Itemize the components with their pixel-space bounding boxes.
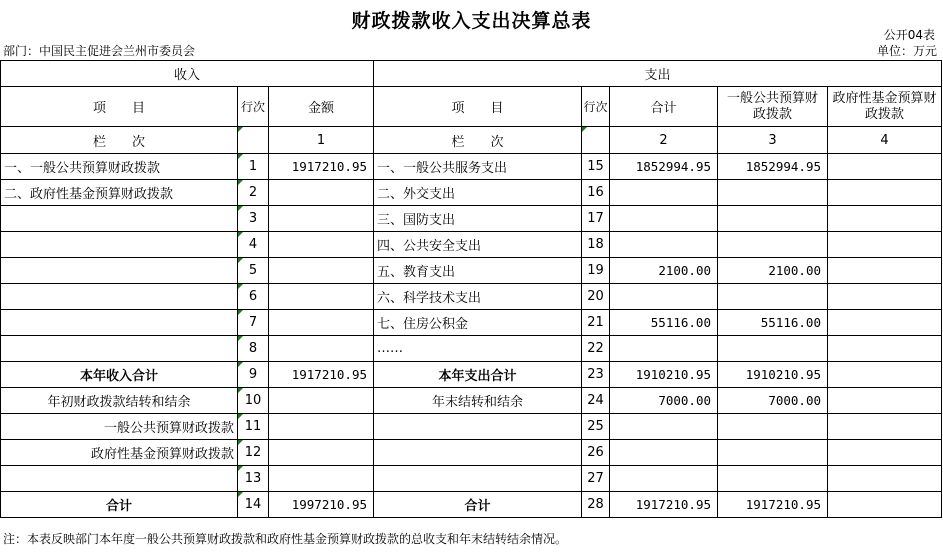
general-budget-cell bbox=[718, 180, 828, 206]
expense-total-cell: 55116.00 bbox=[610, 310, 718, 336]
income-amount-cell: 1917210.95 bbox=[269, 154, 374, 180]
general-budget-cell: 1852994.95 bbox=[718, 154, 828, 180]
expense-item-cell: 四、公共安全支出 bbox=[374, 232, 582, 258]
table-row bbox=[1, 414, 942, 440]
expense-rowno-cell: 15 bbox=[582, 154, 610, 180]
expense-column-label: 栏 次 bbox=[374, 127, 582, 154]
income-amount-cell: 1917210.95 bbox=[269, 362, 374, 388]
fund-budget-cell bbox=[828, 310, 942, 336]
expense-total-cell bbox=[610, 336, 718, 362]
expense-item-cell bbox=[374, 440, 582, 466]
expense-item-cell bbox=[374, 466, 582, 492]
fund-budget-cell bbox=[828, 180, 942, 206]
expense-rowno-cell: 26 bbox=[582, 440, 610, 466]
expense-header: 支出 bbox=[374, 61, 942, 87]
expense-total-cell bbox=[610, 206, 718, 232]
general-budget-cell: 2100.00 bbox=[718, 258, 828, 284]
table-row bbox=[1, 310, 942, 336]
income-rowno-cell: 5 bbox=[238, 258, 269, 284]
expense-total-cell: 1910210.95 bbox=[610, 362, 718, 388]
income-amount-cell: 1997210.95 bbox=[269, 492, 374, 518]
income-rowno-cell: 4 bbox=[238, 232, 269, 258]
table-row bbox=[1, 284, 942, 310]
income-rowno-cell: 11 bbox=[238, 414, 269, 440]
fund-budget-cell bbox=[828, 466, 942, 492]
col1-label: 1 bbox=[269, 127, 374, 154]
income-rowno-cell: 3 bbox=[238, 206, 269, 232]
table-row bbox=[1, 258, 942, 284]
expense-rowno-cell: 28 bbox=[582, 492, 610, 518]
general-budget-cell bbox=[718, 440, 828, 466]
income-item-cell bbox=[1, 466, 238, 492]
table-row bbox=[1, 466, 942, 492]
income-column-label: 栏 次 bbox=[1, 127, 238, 154]
table-row bbox=[1, 388, 942, 414]
income-rowno-cell: 9 bbox=[238, 362, 269, 388]
col4-label: 4 bbox=[828, 127, 942, 154]
table-row bbox=[1, 180, 942, 206]
income-rowno-header: 行次 bbox=[238, 87, 269, 127]
header-row-group bbox=[1, 61, 942, 87]
expense-item-cell: 二、外交支出 bbox=[374, 180, 582, 206]
table-row bbox=[1, 232, 942, 258]
income-header: 收入 bbox=[1, 61, 374, 87]
header-row-columns bbox=[1, 87, 942, 127]
income-item-cell: 二、政府性基金预算财政拨款 bbox=[1, 180, 238, 206]
expense-total-cell: 1852994.95 bbox=[610, 154, 718, 180]
expense-total-cell: 1917210.95 bbox=[610, 492, 718, 518]
income-rowno-cell: 2 bbox=[238, 180, 269, 206]
income-rowno-cell: 10 bbox=[238, 388, 269, 414]
income-rowno-blank bbox=[238, 127, 269, 154]
form-number: 公开04表 bbox=[883, 28, 935, 42]
income-item-cell bbox=[1, 284, 238, 310]
general-budget-cell bbox=[718, 336, 828, 362]
expense-rowno-cell: 25 bbox=[582, 414, 610, 440]
fund-budget-cell bbox=[828, 206, 942, 232]
table-row bbox=[1, 154, 942, 180]
income-rowno-cell: 13 bbox=[238, 466, 269, 492]
income-item-cell: 政府性基金预算财政拨款 bbox=[1, 440, 238, 466]
expense-item-cell: 五、教育支出 bbox=[374, 258, 582, 284]
general-budget-cell: 55116.00 bbox=[718, 310, 828, 336]
expense-item-header: 项 目 bbox=[374, 87, 582, 127]
income-amount-cell bbox=[269, 466, 374, 492]
footnote: 注：本表反映部门本年度一般公共预算财政拨款和政府性基金预算财政拨款的总收支和年末结转结余情况。 bbox=[3, 532, 568, 546]
column-number-row bbox=[1, 127, 942, 154]
department-label: 部门：中国民主促进会兰州市委员会 bbox=[3, 44, 196, 58]
col2-label: 2 bbox=[610, 127, 718, 154]
expense-rowno-blank bbox=[582, 127, 610, 154]
income-amount-cell bbox=[269, 258, 374, 284]
income-item-header: 项 目 bbox=[1, 87, 238, 127]
expense-total-cell: 7000.00 bbox=[610, 388, 718, 414]
general-budget-cell: 7000.00 bbox=[718, 388, 828, 414]
general-budget-cell: 1917210.95 bbox=[718, 492, 828, 518]
expense-total-cell bbox=[610, 414, 718, 440]
income-amount-cell bbox=[269, 336, 374, 362]
fund-budget-cell bbox=[828, 388, 942, 414]
expense-total-cell bbox=[610, 180, 718, 206]
expense-total-header: 合计 bbox=[610, 87, 718, 127]
income-amount-cell bbox=[269, 232, 374, 258]
income-amount-header: 金额 bbox=[269, 87, 374, 127]
fund-budget-cell bbox=[828, 440, 942, 466]
general-budget-cell bbox=[718, 206, 828, 232]
income-item-cell bbox=[1, 206, 238, 232]
expense-item-cell: 合计 bbox=[374, 492, 582, 518]
income-amount-cell bbox=[269, 388, 374, 414]
income-item-cell: 年初财政拨款结转和结余 bbox=[1, 388, 238, 414]
income-item-cell bbox=[1, 232, 238, 258]
expense-total-cell: 2100.00 bbox=[610, 258, 718, 284]
expense-rowno-cell: 23 bbox=[582, 362, 610, 388]
expense-item-cell: 六、科学技术支出 bbox=[374, 284, 582, 310]
unit-label: 单位：万元 bbox=[876, 44, 937, 58]
fund-budget-cell bbox=[828, 258, 942, 284]
fund-budget-cell bbox=[828, 154, 942, 180]
fund-budget-header: 政府性基金预算财政拨款 bbox=[828, 87, 942, 127]
expense-rowno-cell: 19 bbox=[582, 258, 610, 284]
income-item-cell: 一般公共预算财政拨款 bbox=[1, 414, 238, 440]
budget-table bbox=[0, 60, 942, 518]
income-amount-cell bbox=[269, 440, 374, 466]
table-row bbox=[1, 362, 942, 388]
expense-rowno-header: 行次 bbox=[582, 87, 610, 127]
income-item-cell: 本年收入合计 bbox=[1, 362, 238, 388]
expense-rowno-cell: 18 bbox=[582, 232, 610, 258]
general-budget-cell bbox=[718, 466, 828, 492]
expense-total-cell bbox=[610, 440, 718, 466]
expense-item-cell bbox=[374, 414, 582, 440]
income-amount-cell bbox=[269, 206, 374, 232]
general-budget-cell bbox=[718, 414, 828, 440]
income-rowno-cell: 6 bbox=[238, 284, 269, 310]
income-amount-cell bbox=[269, 310, 374, 336]
general-budget-cell bbox=[718, 232, 828, 258]
income-item-cell bbox=[1, 336, 238, 362]
table-row bbox=[1, 492, 942, 518]
income-rowno-cell: 8 bbox=[238, 336, 269, 362]
general-budget-cell: 1910210.95 bbox=[718, 362, 828, 388]
income-amount-cell bbox=[269, 414, 374, 440]
expense-item-cell: …… bbox=[374, 336, 582, 362]
expense-item-cell: 年末结转和结余 bbox=[374, 388, 582, 414]
fund-budget-cell bbox=[828, 414, 942, 440]
expense-total-cell bbox=[610, 284, 718, 310]
income-rowno-cell: 12 bbox=[238, 440, 269, 466]
fund-budget-cell bbox=[828, 492, 942, 518]
income-amount-cell bbox=[269, 180, 374, 206]
fund-budget-cell bbox=[828, 232, 942, 258]
expense-rowno-cell: 27 bbox=[582, 466, 610, 492]
fund-budget-cell bbox=[828, 284, 942, 310]
expense-item-cell: 七、住房公积金 bbox=[374, 310, 582, 336]
income-item-cell bbox=[1, 258, 238, 284]
fund-budget-cell bbox=[828, 336, 942, 362]
income-amount-cell bbox=[269, 284, 374, 310]
income-rowno-cell: 7 bbox=[238, 310, 269, 336]
expense-item-cell: 一、一般公共服务支出 bbox=[374, 154, 582, 180]
fund-budget-cell bbox=[828, 362, 942, 388]
table-row bbox=[1, 440, 942, 466]
table-row bbox=[1, 206, 942, 232]
income-rowno-cell: 1 bbox=[238, 154, 269, 180]
expense-item-cell: 三、国防支出 bbox=[374, 206, 582, 232]
general-budget-cell bbox=[718, 284, 828, 310]
expense-item-cell: 本年支出合计 bbox=[374, 362, 582, 388]
expense-rowno-cell: 17 bbox=[582, 206, 610, 232]
table-row bbox=[1, 336, 942, 362]
col3-label: 3 bbox=[718, 127, 828, 154]
expense-rowno-cell: 16 bbox=[582, 180, 610, 206]
income-item-cell: 合计 bbox=[1, 492, 238, 518]
income-item-cell bbox=[1, 310, 238, 336]
expense-rowno-cell: 21 bbox=[582, 310, 610, 336]
income-item-cell: 一、一般公共预算财政拨款 bbox=[1, 154, 238, 180]
expense-total-cell bbox=[610, 232, 718, 258]
expense-rowno-cell: 22 bbox=[582, 336, 610, 362]
expense-total-cell bbox=[610, 466, 718, 492]
table-title: 财政拨款收入支出决算总表 bbox=[351, 10, 592, 32]
general-budget-header: 一般公共预算财政拨款 bbox=[718, 87, 828, 127]
expense-rowno-cell: 24 bbox=[582, 388, 610, 414]
income-rowno-cell: 14 bbox=[238, 492, 269, 518]
expense-rowno-cell: 20 bbox=[582, 284, 610, 310]
